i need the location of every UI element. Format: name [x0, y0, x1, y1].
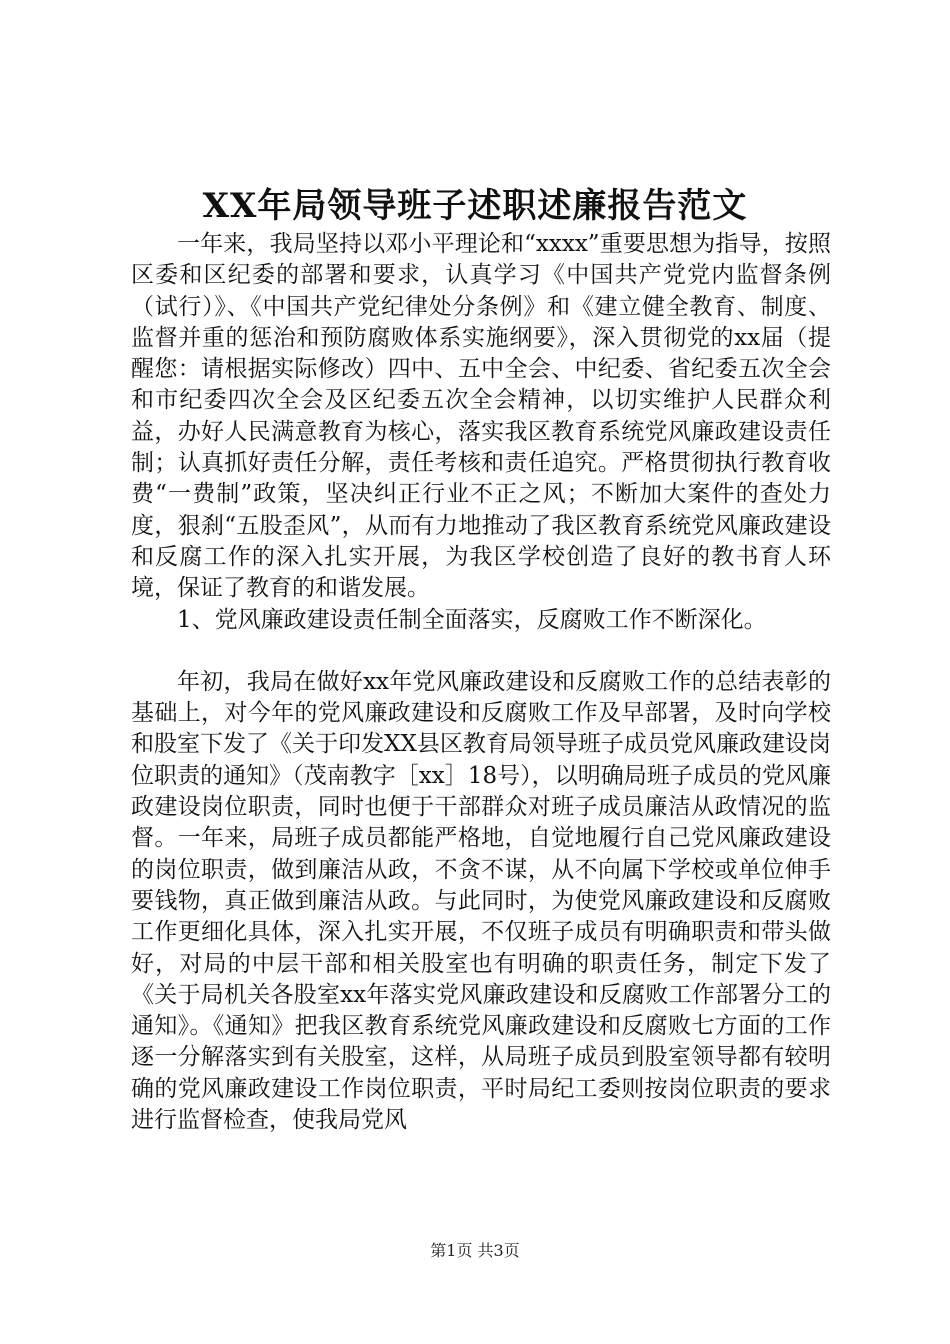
paragraph-section-1: 年初，我局在做好xx年党风廉政建设和反腐败工作的总结表彰的基础上，对今年的党风廉政建设和反腐败工作及早部署，及时向学校和股室下发了《关于印发XX县区教育局领导班子成员党风廉政建设岗位职责的通知》（茂南教字［xx］18号），以明确局班子成员的党风廉政建设岗位职责，同时也便于干部群众对班子成员廉洁从政情况的监督。一年来，局班子成员都能严格地，自觉地履行自己党风廉政建设的岗位职责，做到廉洁从政，不贪不谋，从不向属下学校或单位伸手要钱物，真正做到廉洁从政。与此同时，为使党风廉政建设和反腐败工作更细化具体，深入扎实开展，不仅班子成员有明确职责和带头做好，对局的中层干部和相关股室也有明确的职责任务，制定下发了《关于局机关各股室xx年落实党风廉政建设和反腐败工作部署分工的通知》。《通知》把我区教育系统党风廉政建设和反腐败七方面的工作逐一分解落实到有关股室，这样，从局班子成员到股室领导都有较明确的党风廉政建设工作岗位职责，平时局纪工委则按岗位职责的要求进行监督检查，使我局党风 [131, 668, 831, 1134]
document-body [131, 229, 831, 1136]
paragraph-intro: 一年来，我局坚持以邓小平理论和“xxxx”重要思想为指导，按照区委和区纪委的部署和要求，认真学习《中国共产党党内监督条例（试行）》、《中国共产党纪律处分条例》和《建立健全教育、制度、监督并重的惩治和预防腐败体系实施纲要》，深入贯彻党的xx届（提醒您：请根据实际修改）四中、五中全会、中纪委、省纪委五次全会和市纪委四次全会及区纪委五次全会精神，以切实维护人民群众利益，办好人民满意教育为核心，落实我区教育系统党风廉政建设责任制；认真抓好责任分解，责任考核和责任追究。严格贯彻执行教育收费“一费制”政策，坚决纠正行业不正之风；不断加大案件的查处力度，狠刹“五股歪风”，从而有力地推动了我区教育系统党风廉政建设和反腐工作的深入扎实开展，为我区学校创造了良好的教书育人环境，保证了教育的和谐发展。 [131, 231, 831, 602]
document-title: XX年局领导班子述职述廉报告范文 [202, 186, 748, 226]
page-number-footer: 第1页 共3页 [430, 1241, 520, 1260]
section-heading-1: 1、党风廉政建设责任制全面落实，反腐败工作不断深化。 [177, 606, 767, 633]
paragraph-spacer [131, 636, 831, 667]
